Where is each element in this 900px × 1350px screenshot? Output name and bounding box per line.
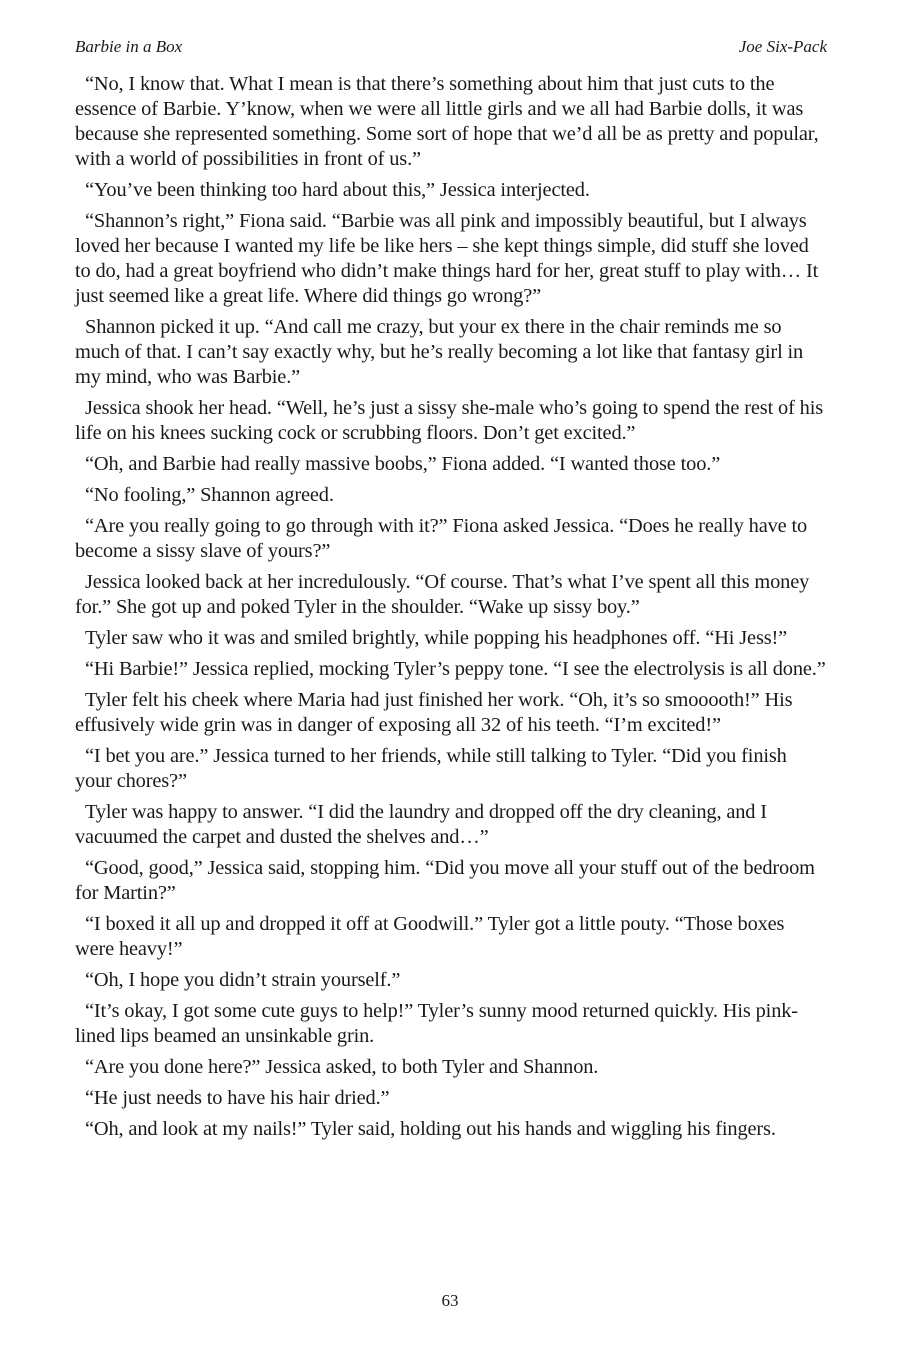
paragraph: “Are you really going to go through with it?” Fiona asked Jessica. “Does he really have to become a sissy slave of yours?” xyxy=(75,515,808,562)
author-name: Joe Six-Pack xyxy=(738,37,827,56)
paragraph: Tyler saw who it was and smiled brightly, while popping his headphones off. “Hi Jess!” xyxy=(85,627,788,649)
paragraph: “No fooling,” Shannon agreed. xyxy=(85,484,334,506)
paragraph: “Oh, I hope you didn’t strain yourself.” xyxy=(85,969,401,991)
body-text xyxy=(75,72,827,1142)
paragraph: “I boxed it all up and dropped it off at Goodwill.” Tyler got a little pouty. “Those boxes were heavy!” xyxy=(75,913,785,960)
paragraph: “Hi Barbie!” Jessica replied, mocking Tyler’s peppy tone. “I see the electrolysis is all done.” xyxy=(85,658,826,680)
page-number: 63 xyxy=(441,1291,459,1310)
paragraph: “You’ve been thinking too hard about this,” Jessica interjected. xyxy=(85,179,590,201)
paragraph: Jessica shook her head. “Well, he’s just a sissy she-male who’s going to spend the rest of his life on his knees sucking cock or scrubbing floors. Don’t get excited.” xyxy=(75,397,824,444)
paragraph: Tyler felt his cheek where Maria had just finished her work. “Oh, it’s so smooooth!” His effusively wide grin was in danger of exposing all 32 of his teeth. “I’m excited!” xyxy=(75,689,793,736)
paragraph: “It’s okay, I got some cute guys to help!” Tyler’s sunny mood returned quickly. His pink-lined lips beamed an unsinkable grin. xyxy=(75,1000,798,1047)
book-page xyxy=(75,36,827,1148)
running-header xyxy=(75,36,827,58)
paragraph: “I bet you are.” Jessica turned to her friends, while still talking to Tyler. “Did you finish your chores?” xyxy=(75,745,787,792)
paragraph: “No, I know that. What I mean is that there’s something about him that just cuts to the essence of Barbie. Y’know, when we were all little girls and we all had Barbie dolls, it was because she represented something. Some sort of hope that we’d all be as pretty and popular, with a world of possibilities in front of us.” xyxy=(75,73,819,170)
paragraph: Jessica looked back at her incredulously. “Of course. That’s what I’ve spent all this money for.” She got up and poked Tyler in the shoulder. “Wake up sissy boy.” xyxy=(75,571,810,618)
paragraph: “He just needs to have his hair dried.” xyxy=(85,1087,390,1109)
book-title: Barbie in a Box xyxy=(75,37,183,56)
paragraph: “Oh, and Barbie had really massive boobs,” Fiona added. “I wanted those too.” xyxy=(85,453,721,475)
paragraph: Shannon picked it up. “And call me crazy, but your ex there in the chair reminds me so much of that. I can’t say exactly why, but he’s really becoming a lot like that fantasy girl in my mind, who was Barbie.” xyxy=(75,316,804,388)
paragraph: Tyler was happy to answer. “I did the laundry and dropped off the dry cleaning, and I vacuumed the carpet and dusted the shelves and…” xyxy=(75,801,767,848)
paragraph: “Good, good,” Jessica said, stopping him. “Did you move all your stuff out of the bedroom for Martin?” xyxy=(75,857,815,904)
paragraph: “Shannon’s right,” Fiona said. “Barbie was all pink and impossibly beautiful, but I always loved her because I wanted my life be like hers – she kept things simple, did stuff she loved to do, had a great boyfriend who didn’t make things hard for her, great stuff to play with… It just seemed like a great life. Where did things go wrong?” xyxy=(75,210,819,307)
paragraph: “Oh, and look at my nails!” Tyler said, holding out his hands and wiggling his fingers. xyxy=(85,1118,776,1140)
paragraph: “Are you done here?” Jessica asked, to both Tyler and Shannon. xyxy=(85,1056,599,1078)
